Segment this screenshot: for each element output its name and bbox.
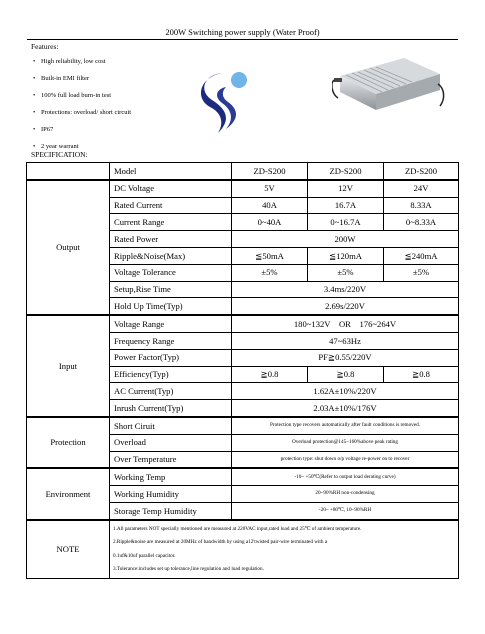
row-label: Storage Temp Humidity [110, 502, 232, 519]
note-text: 3.Tolerance:includes set up tolerance,line regulation and load regulation. [113, 566, 264, 573]
group-protection: Protection [27, 417, 110, 468]
row-label: Short Ciruit [110, 417, 232, 434]
value-cell: PF≧0.55/220V [232, 349, 459, 366]
table-row [27, 180, 459, 197]
value-cell: 0~16.7A [308, 214, 384, 231]
model-cell: ZD-S200 [308, 163, 384, 180]
value-cell: 47~63Hz [232, 332, 459, 349]
feature-item: • High reliability, low cost [33, 58, 106, 65]
row-label: Working Humidity [110, 486, 232, 503]
value-cell: ≧0.8 [384, 366, 459, 383]
value-cell: 180~132V OR 176~264V [232, 315, 459, 332]
value-cell: ±5% [308, 264, 384, 281]
row-label: Efficiency(Typ) [110, 366, 232, 383]
features-heading: Features: [31, 42, 59, 51]
value-cell: ±5% [384, 264, 459, 281]
value-cell: Protection type recovers automatically after fault conditions is removed. [232, 417, 459, 434]
table-row [27, 468, 459, 485]
feature-item: • Built-in EMI filter [33, 75, 90, 82]
row-label: Rated Current [110, 197, 232, 214]
value-cell: 20~90%RH non-condensing [232, 486, 459, 503]
feature-item: • 100% full load burn-in test [33, 92, 112, 99]
row-label: Inrush Current(Typ) [110, 400, 232, 417]
value-cell: protection type: shut down o/p voltage re-power on to recover [232, 451, 459, 468]
value-cell: 24V [384, 180, 459, 197]
value-cell: ≧0.8 [232, 366, 308, 383]
row-label: Over Temperature [110, 451, 232, 468]
model-label: Model [110, 163, 232, 180]
value-cell: ≦120mA [308, 247, 384, 264]
feature-item: • Protections: overload/ short circuit [33, 109, 132, 116]
value-cell: 8.33A [384, 197, 459, 214]
value-cell: ≦240mA [384, 247, 459, 264]
value-cell: 2.03A±10%/176V [232, 400, 459, 417]
group-environment: Environment [27, 468, 110, 519]
value-cell: -10~ +50℃(Refer to output load derating curve) [232, 468, 459, 485]
row-label: Setup,Rise Time [110, 281, 232, 298]
notes-cell [110, 520, 459, 579]
row-label: Hold Up Time(Typ) [110, 298, 232, 315]
value-cell: 40A [232, 197, 308, 214]
specification-table [26, 162, 459, 579]
title-rule [27, 39, 458, 40]
value-cell: 12V [308, 180, 384, 197]
row-label: DC Voltage [110, 180, 232, 197]
value-cell: 200W [232, 231, 459, 248]
row-label: Working Temp [110, 468, 232, 485]
model-cell: ZD-S200 [232, 163, 308, 180]
note-text: 1.All parameters NOT specially mentioned are measured at 220VAC input,rated load and 25℃ of ambient temperature. [113, 525, 362, 532]
specification-heading: SPECIFICATION: [31, 150, 88, 159]
feature-item: • 2 year warrant [33, 143, 79, 150]
value-cell: 0~40A [232, 214, 308, 231]
value-cell: 1.62A±10%/220V [232, 383, 459, 400]
value-cell: 16.7A [308, 197, 384, 214]
value-cell: 5V [232, 180, 308, 197]
table-row [27, 163, 459, 180]
value-cell: 0~8.33A [384, 214, 459, 231]
value-cell: 3.4ms/220V [232, 281, 459, 298]
group-output: Output [27, 180, 110, 315]
table-row [27, 417, 459, 434]
row-label: Voltage Range [110, 315, 232, 332]
group-note: NOTE [27, 520, 110, 579]
row-label: Rated Power [110, 231, 232, 248]
value-cell: ±5% [232, 264, 308, 281]
value-cell: ≧0.8 [308, 366, 384, 383]
table-row [27, 315, 459, 332]
table-row [27, 520, 459, 579]
model-cell: ZD-S200 [384, 163, 459, 180]
row-label: AC Current(Typ) [110, 383, 232, 400]
row-label: Ripple&Noise(Max) [110, 247, 232, 264]
product-image [332, 54, 447, 124]
row-label: Power Factor(Typ) [110, 349, 232, 366]
row-label: Current Range [110, 214, 232, 231]
row-label: Frequency Range [110, 332, 232, 349]
value-cell: 2.69s/220V [232, 298, 459, 315]
empty-cell [27, 163, 110, 180]
company-logo [196, 67, 252, 139]
note-text: 0.1uf&10uf parallel capacitor. [113, 552, 176, 559]
row-label: Overload [110, 434, 232, 451]
row-label: Voltage Tolerance [110, 264, 232, 281]
group-input: Input [27, 315, 110, 417]
value-cell: Overload protection@145~160%above peak rating [232, 434, 459, 451]
page-title: 200W Switching power supply (Water Proof) [165, 27, 320, 37]
value-cell: -20~ +80℃, 10~90%RH [232, 502, 459, 519]
value-cell: ≦50mA [232, 247, 308, 264]
feature-item: • IP67 [33, 126, 54, 133]
note-text: 2.Ripple&noise are measured at 20MHz of bandwidth by using a12'twisted pair-wire terminated with a [113, 539, 328, 546]
